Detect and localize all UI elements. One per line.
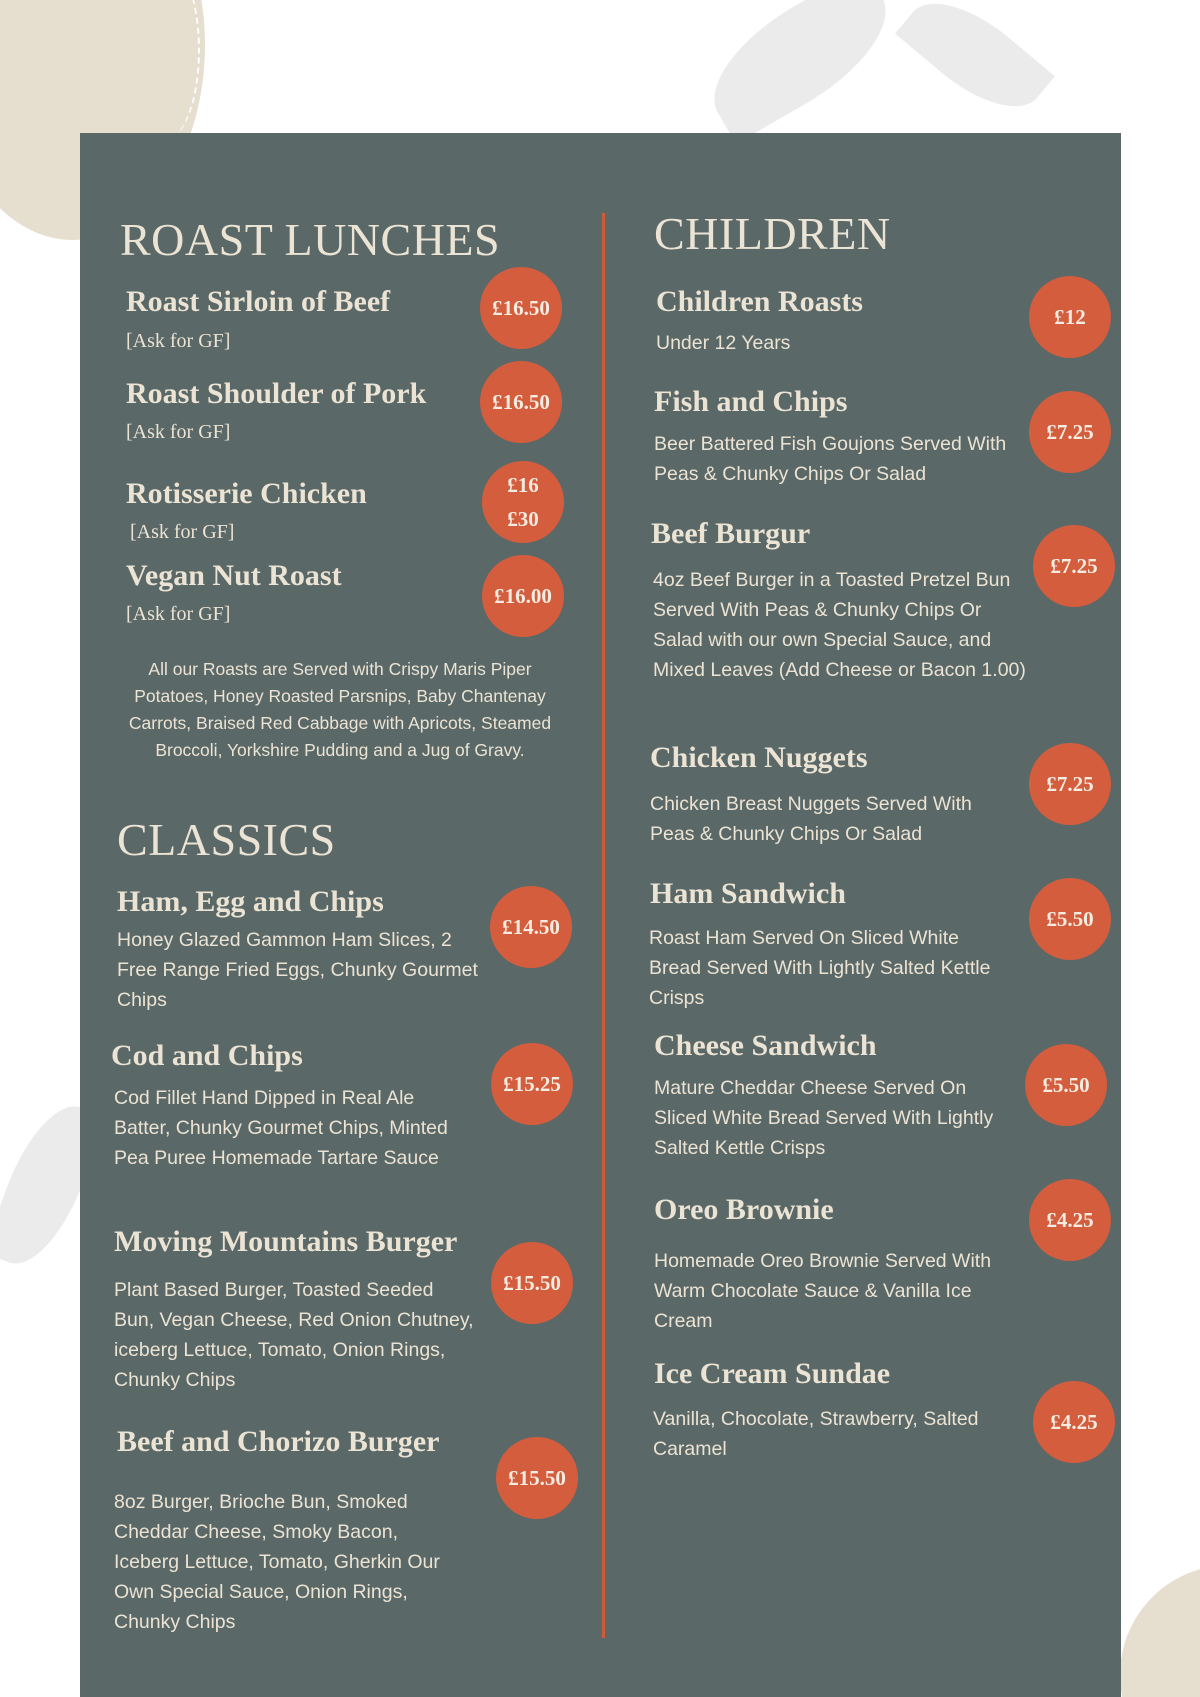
menu-item-description: Cod Fillet Hand Dipped in Real Ale Batter, Chunky Gourmet Chips, Minted Pea Puree Homemade Tartare Sauce xyxy=(114,1087,448,1169)
menu-item-description: Mature Cheddar Cheese Served On Sliced White Bread Served With Lightly Salted Kettle Crisps xyxy=(654,1077,994,1159)
decorative-circle-bottom-right xyxy=(1120,1565,1200,1697)
menu-item-name: Beef and Chorizo Burger xyxy=(117,1425,440,1458)
price-badge xyxy=(480,361,562,443)
menu-item-description: Honey Glazed Gammon Ham Slices, 2 Free Range Fried Eggs, Chunky Gourmet Chips xyxy=(117,929,478,1011)
price-badge xyxy=(1025,1044,1107,1126)
price-badge xyxy=(1029,878,1111,960)
price-badge xyxy=(482,555,564,637)
price-badge xyxy=(1029,1179,1111,1261)
price-text: £30 xyxy=(507,507,539,531)
menu-item-name: Children Roasts xyxy=(656,285,863,318)
menu-item-name: Cod and Chips xyxy=(111,1039,303,1072)
price-text: £7.25 xyxy=(1046,772,1094,796)
classics-heading: CLASSICS xyxy=(117,814,336,865)
price-text: £15.25 xyxy=(503,1072,561,1096)
menu-item-name: Vegan Nut Roast xyxy=(126,559,342,592)
menu-item-name: Ham Sandwich xyxy=(650,877,846,910)
price-text: £4.25 xyxy=(1046,1208,1094,1232)
price-text: £16.00 xyxy=(494,584,552,608)
price-text: £4.25 xyxy=(1050,1410,1098,1434)
menu-item-name: Fish and Chips xyxy=(654,385,848,418)
leaf-shadow-decoration xyxy=(691,0,909,144)
price-badge xyxy=(1029,391,1111,473)
menu-item-description: Vanilla, Chocolate, Strawberry, Salted Caramel xyxy=(653,1408,979,1460)
price-badge xyxy=(1029,743,1111,825)
menu-item-description: Chicken Breast Nuggets Served With Peas & Chunky Chips Or Salad xyxy=(650,793,972,845)
price-text: £15.50 xyxy=(508,1466,566,1490)
menu-item-name: Beef Burgur xyxy=(651,517,811,550)
menu-item-description: Beer Battered Fish Goujons Served With Peas & Chunky Chips Or Salad xyxy=(654,433,1007,485)
menu-item-description: Plant Based Burger, Toasted Seeded Bun, Vegan Cheese, Red Onion Chutney, iceberg Lettuce, Tomato, Onion Rings, Chunky Chips xyxy=(114,1279,474,1391)
menu-item-name: Roast Shoulder of Pork xyxy=(126,377,427,410)
price-text: £16.50 xyxy=(492,296,550,320)
price-text: £15.50 xyxy=(503,1271,561,1295)
price-text: £12 xyxy=(1054,305,1086,329)
menu-item-name: Ham, Egg and Chips xyxy=(117,885,384,918)
menu-item-description: 8oz Burger, Brioche Bun, Smoked Cheddar Cheese, Smoky Bacon, Iceberg Lettuce, Tomato, Gherkin Our Own Special Sauce, Onion Rings, Chunky Chips xyxy=(114,1491,440,1633)
price-badge xyxy=(480,267,562,349)
menu-panel xyxy=(80,133,1121,1697)
menu-item-name: Oreo Brownie xyxy=(654,1193,834,1226)
menu-item-name: Chicken Nuggets xyxy=(650,741,868,774)
gf-note: [Ask for GF] xyxy=(130,521,235,543)
menu-item-description: 4oz Beef Burger in a Toasted Pretzel Bun Served With Peas & Chunky Chips Or Salad with our own Special Sauce, and Mixed Leaves (Add Cheese or Bacon 1.00) xyxy=(653,569,1026,681)
menu-item-description: Under 12 Years xyxy=(656,332,791,354)
children-heading: CHILDREN xyxy=(654,208,891,259)
leaf-shadow-decoration xyxy=(895,0,1055,130)
menu-item-name: Moving Mountains Burger xyxy=(114,1225,458,1258)
price-text: £5.50 xyxy=(1042,1073,1090,1097)
price-badge xyxy=(491,1242,573,1324)
roast-footnote: All our Roasts are Served with Crispy Maris Piper Potatoes, Honey Roasted Parsnips, Baby Chantenay Carrots, Braised Red Cabbage with Apricots, Steamed Broccoli, Yorkshire Pudding and a Jug of Gravy. xyxy=(128,659,552,760)
price-badge xyxy=(1033,525,1115,607)
price-badge xyxy=(1033,1381,1115,1463)
menu-item-name: Cheese Sandwich xyxy=(654,1029,877,1062)
gf-note: [Ask for GF] xyxy=(126,603,231,625)
price-text: £7.25 xyxy=(1046,420,1094,444)
price-text: £7.25 xyxy=(1050,554,1098,578)
gf-note: [Ask for GF] xyxy=(126,330,231,352)
menu-item-name: Rotisserie Chicken xyxy=(126,477,367,510)
price-text: £16.50 xyxy=(492,390,550,414)
roast-lunches-heading: ROAST LUNCHES xyxy=(120,214,501,265)
price-badge xyxy=(482,461,564,543)
price-badge xyxy=(490,886,572,968)
price-text: £16 xyxy=(507,473,539,497)
column-divider xyxy=(602,213,605,1638)
menu-item-name: Ice Cream Sundae xyxy=(654,1357,891,1390)
menu-item-name: Roast Sirloin of Beef xyxy=(126,285,391,318)
price-badge xyxy=(496,1437,578,1519)
gf-note: [Ask for GF] xyxy=(126,421,231,443)
menu-item-description: Homemade Oreo Brownie Served With Warm Chocolate Sauce & Vanilla Ice Cream xyxy=(654,1250,992,1332)
menu-item-description: Roast Ham Served On Sliced White Bread Served With Lightly Salted Kettle Crisps xyxy=(649,927,991,1009)
price-text: £5.50 xyxy=(1046,907,1094,931)
price-text: £14.50 xyxy=(502,915,560,939)
price-badge xyxy=(491,1043,573,1125)
price-badge xyxy=(1029,276,1111,358)
